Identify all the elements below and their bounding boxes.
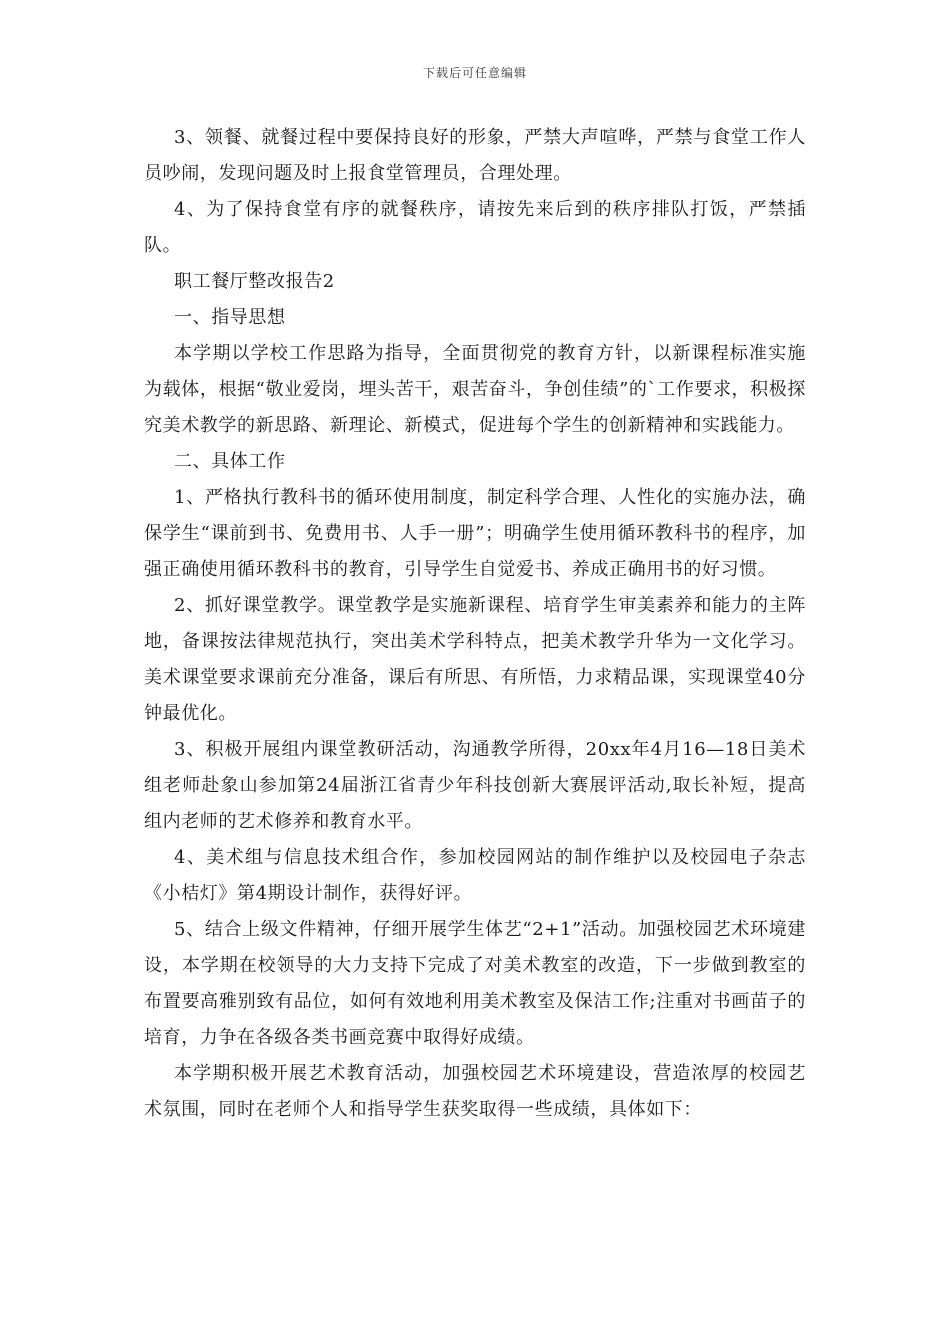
page-header: 下载后可任意编辑 xyxy=(422,66,527,80)
paragraph-work-item-1: 1、严格执行教科书的循环使用制度，制定科学合理、人性化的实施办法，确保学生“课前到书、免费用书、人手一册”；明确学生使用循环教科书的程序，加强正确使用循环教科书的教育，引导学生自觉爱书、养成正确用书的好习惯。 xyxy=(144,487,806,580)
paragraph-work-item-5: 5、结合上级文件精神，仔细开展学生体艺“2+1”活动。加强校园艺术环境建设，本学期在校领导的大力支持下完成了对美术教室的改造，下一步做到教室的布置要高雅别致有品位，如何有效地利用美术教室及保洁工作;注重对书画苗子的培育，力争在各级各类书画竞赛中取得好成绩。 xyxy=(144,919,806,1048)
report-title: 职工餐厅整改报告2 xyxy=(174,271,335,292)
paragraph-canteen-rule-4: 4、为了保持食堂有序的就餐秩序，请按先来后到的秩序排队打饭，严禁插队。 xyxy=(144,199,806,256)
paragraph-canteen-rule-3: 3、领餐、就餐过程中要保持良好的形象，严禁大声喧哗，严禁与食堂工作人员吵闹，发现问题及时上报食堂管理员，合理处理。 xyxy=(144,127,806,184)
paragraph-work-item-3: 3、积极开展组内课堂教研活动，沟通教学所得，20xx年4月16—18日美术组老师赴象山参加第24届浙江省青少年科技创新大赛展评活动,取长补短，提高组内老师的艺术修养和教育水平。 xyxy=(144,739,806,832)
paragraph-work-item-2: 2、抓好课堂教学。课堂教学是实施新课程、培育学生审美素养和能力的主阵地，备课按法律规范执行，突出美术学科特点，把美术教学升华为一文化学习。美术课堂要求课前充分准备，课后有所思、有所悟，力求精品课，实现课堂40分钟最优化。 xyxy=(144,595,806,724)
paragraph-work-item-4: 4、美术组与信息技术组合作，参加校园网站的制作维护以及校园电子杂志《小桔灯》第4期设计制作，获得好评。 xyxy=(144,847,806,904)
document-body xyxy=(144,120,806,1128)
paragraph-guiding-thought: 本学期以学校工作思路为指导，全面贯彻党的教育方针，以新课程标准实施为载体，根据“敬业爱岗，埋头苦干，艰苦奋斗，争创佳绩”的`工作要求，积极探究美术教学的新思路、新理论、新模式，促进每个学生的创新精神和实践能力。 xyxy=(144,343,806,436)
section-heading-specific-work: 二、具体工作 xyxy=(174,451,286,472)
section-heading-guiding-thought: 一、指导思想 xyxy=(174,307,286,328)
paragraph-summary: 本学期积极开展艺术教育活动，加强校园艺术环境建设，营造浓厚的校园艺术氛围，同时在老师个人和指导学生获奖取得一些成绩，具体如下： xyxy=(144,1063,806,1120)
